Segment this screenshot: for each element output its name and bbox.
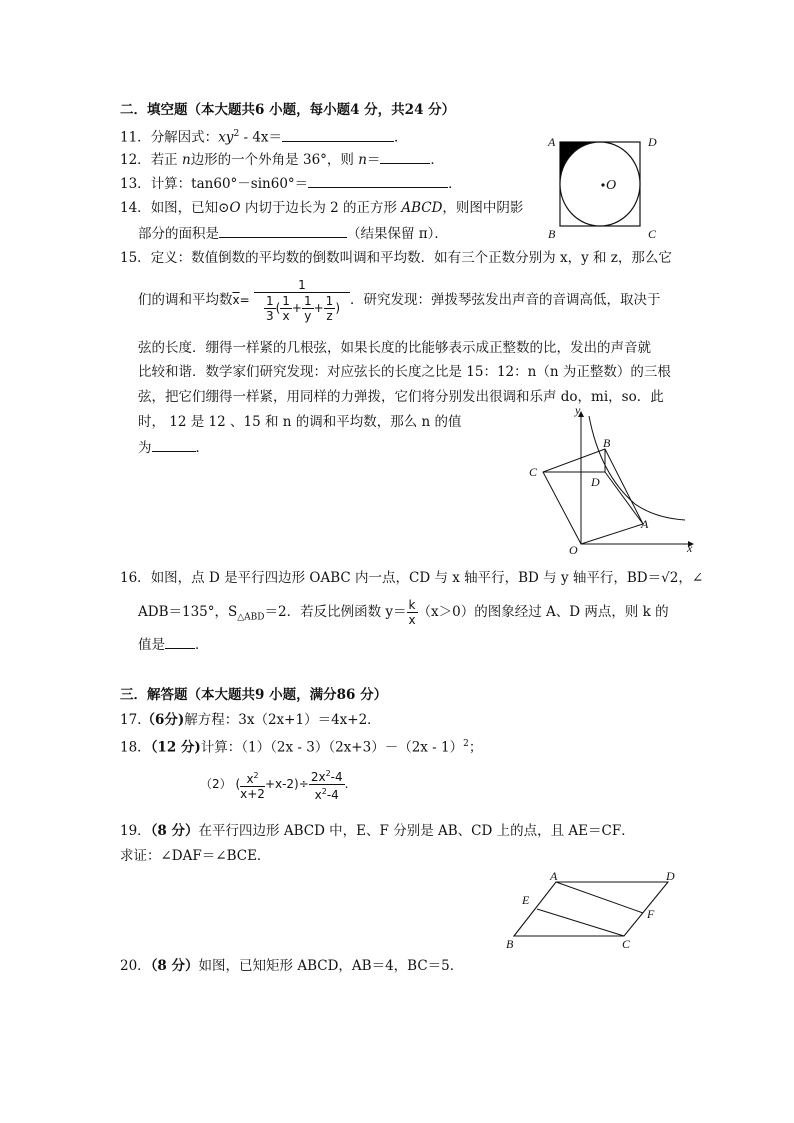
question-19: 19．（8 分）在平行四边形 ABCD 中，E、F 分别是 AB、CD 上的点，且 AE＝CF． — [120, 823, 635, 839]
inverse-curve — [589, 416, 685, 520]
question-14: 14．如图，已知⊙O 内切于边长为 2 的正方形 ABCD，则图中阴影 — [120, 200, 524, 216]
question-15-line6: 时， 12 是 12 、15 和 n 的调和平均数，那么 n 的值 — [138, 414, 462, 430]
question-17: 17.（6分)解方程：3x（2x+1）＝4x+2． — [120, 712, 381, 728]
parallelogram-figure — [500, 868, 690, 952]
label-O: O — [606, 178, 617, 193]
label-F: F — [647, 907, 655, 921]
answer-blank[interactable] — [308, 173, 448, 188]
label-A: A — [641, 517, 649, 531]
question-15-line4: 比较和谐．数学家们研究发现：对应弦长的长度之比是 15：12：n（n 为正整数）的三根 — [138, 364, 671, 380]
label-x: x — [687, 541, 693, 555]
question-15-line7: 为 ． — [138, 437, 209, 458]
section-3-heading: 三．解答题（本大题共9 小题，满分86 分） — [120, 687, 388, 703]
inverse-function-graph — [525, 404, 700, 559]
label-B: B — [506, 937, 514, 951]
question-18-part2: （2） ( $\frac{x^2}{x+2}$ +x-2)÷ $\frac{2x^2-4}{x^2-4}$ . — [200, 769, 349, 802]
center-point — [601, 183, 604, 186]
question-14-line2: 部分的面积是 （结果保留 π）． — [138, 223, 448, 244]
harmonic-mean-fraction: 1 $\frac{1}{3}$ ( $\frac{1}{x}$ + $\frac{1}{y}$ + $\frac{1}{z}$ ) — [254, 278, 350, 323]
parallelogram-OABC — [543, 449, 643, 544]
label-D: D — [648, 135, 657, 149]
label-D: D — [666, 869, 675, 883]
square-circle-figure — [540, 130, 670, 240]
question-20: 20．（8 分）如图，已知矩形 ABCD，AB＝4，BC＝5． — [120, 958, 464, 974]
answer-blank[interactable] — [219, 223, 347, 238]
question-13: 13．计算：tan60°－sin60°＝ ． — [120, 173, 462, 194]
segment-EC — [537, 909, 624, 936]
label-D: D — [591, 475, 600, 489]
answer-blank[interactable] — [165, 634, 195, 649]
question-15-line1: 15．定义：数值倒数的平均数的倒数叫调和平均数．如有三个正数分别为 x，y 和 z，那么它 — [120, 250, 672, 266]
answer-blank[interactable] — [380, 149, 430, 164]
question-16-line2: ADB＝135°，$S_{\triangle ABD}=2$．若反比例函数 y＝ $\frac{k}{x}$ （x＞0）的图象经过 A、D 两点，则 k 的 — [138, 598, 669, 627]
label-y: y — [575, 404, 581, 417]
label-B: B — [548, 227, 556, 240]
question-12: 12．若正 n边形的一个外角是 36°，则 n＝ ． — [120, 149, 444, 170]
inscribed-circle — [560, 142, 640, 226]
label-C: C — [648, 227, 657, 240]
label-C: C — [622, 937, 631, 951]
label-B: B — [603, 436, 611, 450]
label-C: C — [529, 465, 538, 479]
segment-DA — [605, 472, 643, 524]
segment-AF — [556, 882, 643, 913]
label-A: A — [548, 135, 556, 149]
question-11: 11．分解因式：$xy^2 - 4x=$ ． — [120, 124, 408, 148]
question-15-line5: 弦，把它们绷得一样紧，用同样的力弹拨，它们将分别发出很调和乐声 do，mi，so．此 — [138, 389, 664, 405]
answer-blank[interactable] — [152, 437, 196, 452]
answer-blank[interactable] — [282, 127, 394, 142]
question-15-line3: 弦的长度．绷得一样紧的几根弦，如果长度的比能够表示成正整数的比，发出的声音就 — [138, 340, 651, 356]
question-16-line3: 值是 ． — [138, 634, 209, 655]
question-18: 18．（12 分)计算：（1）（2x - 3）（2x+3）－（2x - 1）$^2$； — [120, 739, 483, 756]
label-E: E — [522, 893, 530, 907]
question-19-line2: 求证：∠DAF＝∠BCE． — [120, 848, 271, 864]
label-A: A — [550, 869, 558, 883]
section-2-heading: 二．填空题（本大题共6 小题，每小题4 分，共24 分） — [120, 102, 456, 118]
question-16-line1: 16．如图，点 D 是平行四边形 OABC 内一点，CD 与 x 轴平行，BD 与 y 轴平行，BD＝√2，∠ — [120, 570, 704, 586]
label-O: O — [569, 543, 578, 557]
question-15-line2: 们的调和平均数$\overline{x}=$ 1 $\frac{1}{3}$ ( $\frac{1}{x}$ + $\frac{1}{y}$ + $\frac{1}{z}$ ) ．研究发现：弹拨琴弦发出声音的音调高低，取决于 — [138, 278, 661, 323]
